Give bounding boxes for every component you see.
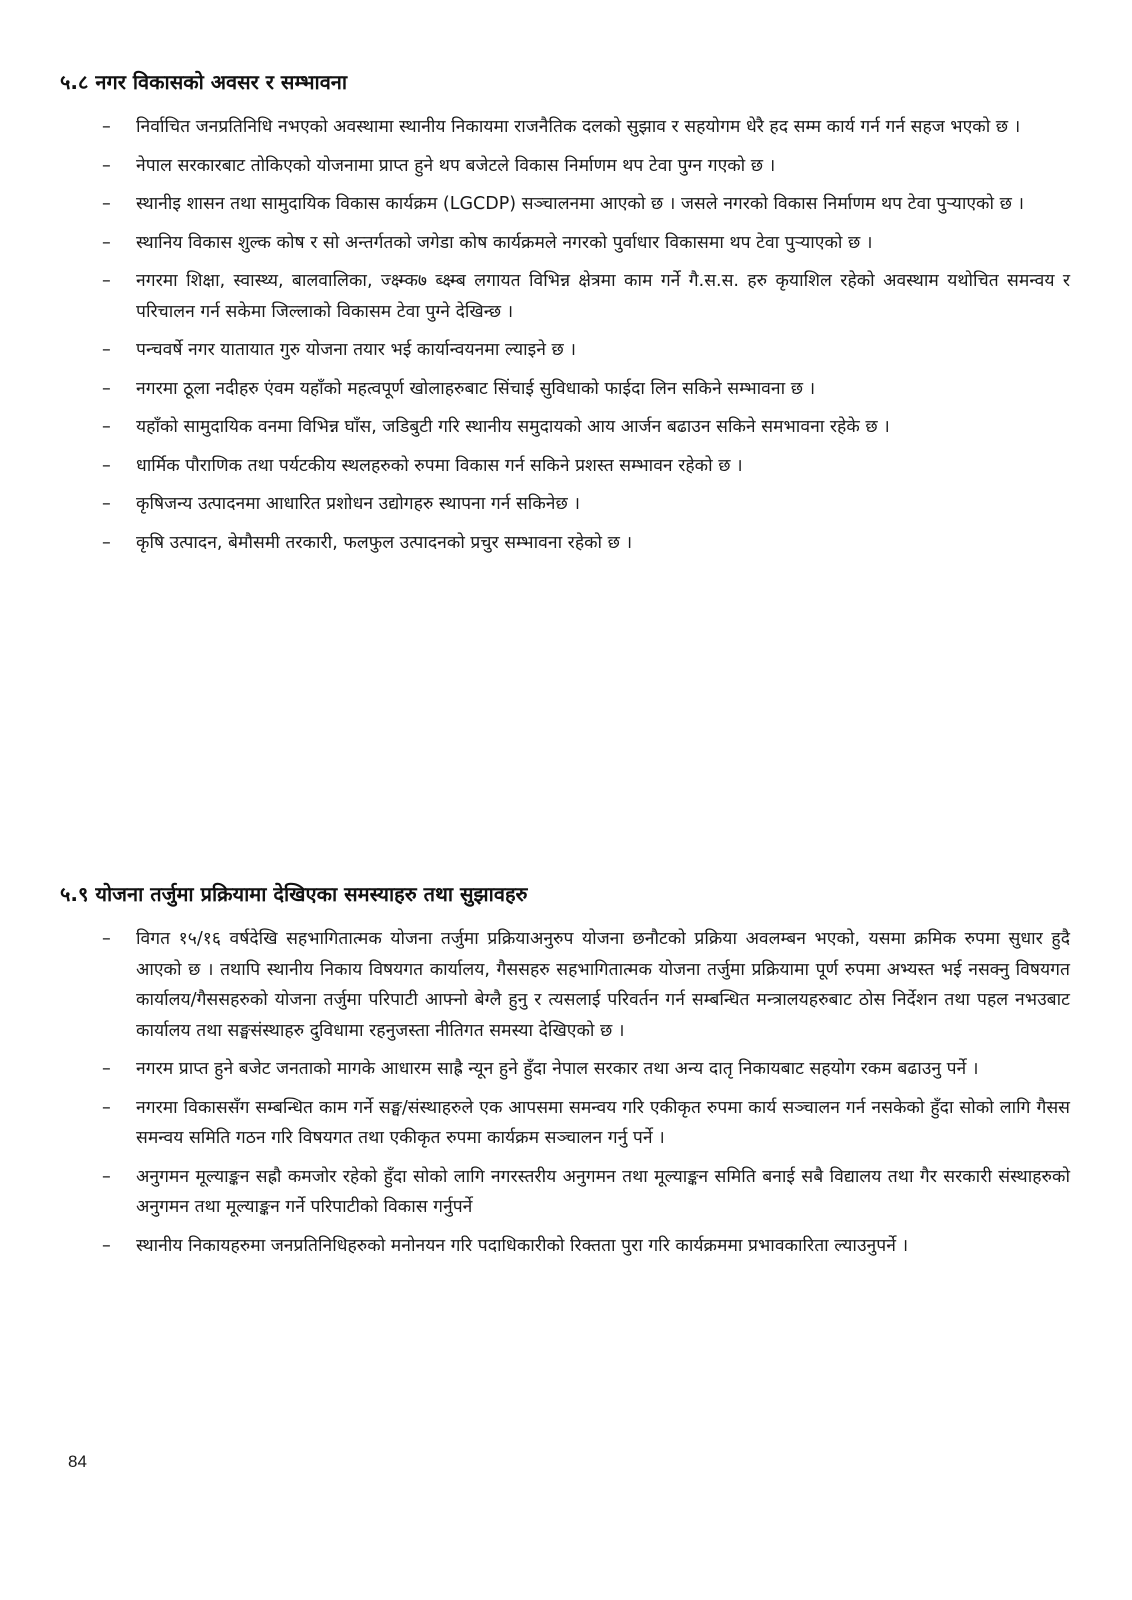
list-item-text: नगरम प्राप्त हुने बजेट जनताको मागके आधारम साह्रै न्यून हुने हुँदा नेपाल सरकार तथा अन्य दातृ निकायबाट सहयोग रकम बढाउनु पर्ने ।	[136, 1059, 979, 1079]
list-item	[60, 266, 1070, 327]
list-item	[60, 924, 1070, 1046]
dash-bullet: –	[102, 1166, 111, 1187]
section-heading: ५.८ नगर विकासको अवसर र सम्भावना	[60, 70, 348, 94]
dash-bullet: –	[102, 117, 111, 137]
section-urban-development-opportunities	[60, 66, 1070, 566]
dash-bullet: –	[102, 929, 111, 949]
list-item-text: धार्मिक पौराणिक तथा पर्यटकीय स्थलहरुको रुपमा विकास गर्न सकिने प्रशस्त सम्भावन रहेको छ ।	[136, 455, 743, 476]
list-item	[60, 374, 1070, 405]
dash-bullet: –	[102, 417, 111, 437]
page-number: 84	[68, 1452, 87, 1471]
section-heading: ५.९ योजना तर्जुमा प्रक्रियामा देखिएका समस्याहरु तथा सुझावहरु	[60, 882, 528, 906]
list-item	[60, 189, 1070, 220]
list-item	[60, 228, 1070, 259]
list-item	[60, 451, 1070, 482]
list-item-text: विगत १५/१६ वर्षदेखि सहभागितात्मक योजना तर्जुमा प्रक्रियाअनुरुप योजना छनौटको प्रक्रिया अवलम्बन भएको, यसमा क्रमिक रुपमा सुधार हुदै आएको छ । तथापि स्थानीय निकाय विषयगत कार्यालय, गैससहरु सहभागितात्मक योजना तर्जुमा प्रक्रियामा पूर्ण रुपमा अभ्यस्त भई नसक्नु विषयगत कार्यालय/गैससहरुको योजना तर्जुमा परिपाटी आफ्नो बेग्लै हुनु र त्यसलाई परिवर्तन गर्न सम्बन्धित मन्त्रालयहरुबाट ठोस निर्देशन तथा पहल नभउबाट कार्यालय तथा सङ्घसंस्थाहरु दुविधामा रहनुजस्ता नीतिगत समस्या देखिएको छ ।	[136, 929, 1070, 1041]
list-item-text: नगरमा विकाससँग सम्बन्धित काम गर्ने सङ्घ/संस्थाहरुले एक आपसमा समन्वय गरि एकीकृत रुपमा कार्य सञ्चालन गर्न नसकेको हुँदा सोको लागि गैसस समन्वय समिति गठन गरि विषयगत तथा एकीकृत रुपमा कार्यक्रम सञ्चालन गर्नु पर्ने ।	[136, 1097, 1070, 1148]
dash-bullet: –	[102, 1097, 111, 1118]
dash-bullet: –	[102, 455, 111, 476]
list-item-text: कृषिजन्य उत्पादनमा आधारित प्रशोधन उद्योगहरु स्थापना गर्न सकिनेछ ।	[136, 494, 580, 514]
list-item-text: कृषि उत्पादन, बेमौसमी तरकारी, फलफुल उत्पादनको प्रचुर सम्भावना रहेको छ ।	[136, 532, 633, 553]
dash-bullet: –	[102, 1059, 111, 1079]
list-item-text: नगरमा शिक्षा, स्वास्थ्य, बालवालिका, ज्क्ष्म्क७ ब्क्ष्म्ब लगायत विभिन्न क्षेत्रमा काम गर्ने गै.स.स. हरु कृयाशिल रहेको अवस्थाम यथोचित समन्वय र परिचालन गर्न सकेमा जिल्लाको विकासम टेवा पुग्ने देखिन्छ ।	[136, 271, 1070, 322]
list-item	[60, 489, 1070, 520]
dash-bullet: –	[102, 532, 111, 553]
dash-bullet: –	[102, 494, 111, 514]
dash-bullet: –	[102, 378, 111, 399]
list-item	[60, 1054, 1070, 1085]
dash-bullet: –	[102, 1235, 111, 1256]
list-item-text: स्थानीइ शासन तथा सामुदायिक विकास कार्यक्रम (LGCDP) सञ्चालनमा आएको छ । जसले नगरको विकास निर्माणम थप टेवा पुऱ्याएको छ ।	[136, 194, 1025, 214]
section-planning-problems-suggestions	[60, 878, 1070, 1269]
list-item	[60, 528, 1070, 559]
dash-bullet: –	[102, 155, 111, 176]
bullet-list	[60, 924, 1070, 1261]
list-item	[60, 1231, 1070, 1262]
list-item	[60, 1162, 1070, 1223]
list-item-text: नगरमा ठूला नदीहरु एंवम यहाँको महत्वपूर्ण खोलाहरुबाट सिंचाई सुविधाको फाईदा लिन सकिने सम्भावना छ ।	[136, 378, 816, 399]
dash-bullet: –	[102, 232, 111, 253]
list-item-text: अनुगमन मूल्याङ्कन सह्रौ कमजोर रहेको हुँदा सोको लागि नगरस्तरीय अनुगमन तथा मूल्याङ्कन समिति बनाई सबै विद्यालय तथा गैर सरकारी संस्थाहरुको अनुगमन तथा मूल्याङ्कन गर्ने परिपाटीको विकास गर्नुपर्ने	[136, 1166, 1070, 1217]
dash-bullet: –	[102, 340, 111, 360]
list-item-text: पन्चवर्षे नगर यातायात गुरु योजना तयार भई कार्यान्वयनमा ल्याइने छ ।	[136, 340, 576, 360]
list-item	[60, 112, 1070, 143]
dash-bullet: –	[102, 271, 111, 291]
list-item	[60, 335, 1070, 366]
dash-bullet: –	[102, 194, 111, 214]
bullet-list	[60, 112, 1070, 558]
list-item-text: यहाँको सामुदायिक वनमा विभिन्न घाँस, जडिबुटी गरि स्थानीय समुदायको आय आर्जन बढाउन सकिने समभावना रहेके छ ।	[136, 417, 890, 437]
list-item-text: नेपाल सरकारबाट तोकिएको योजनामा प्राप्त हुने थप बजेटले विकास निर्माणम थप टेवा पुग्न गएको छ ।	[136, 155, 776, 176]
list-item	[60, 1093, 1070, 1154]
list-item-text: निर्वाचित जनप्रतिनिधि नभएको अवस्थामा स्थानीय निकायमा राजनैतिक दलको सुझाव र सहयोगम धेरै हद सम्म कार्य गर्न गर्न सहज भएको छ ।	[136, 117, 1021, 137]
list-item	[60, 412, 1070, 443]
list-item-text: स्थानीय निकायहरुमा जनप्रतिनिधिहरुको मनोनयन गरि पदाधिकारीको रिक्तता पुरा गरि कार्यक्रममा प्रभावकारिता ल्याउनुपर्ने ।	[136, 1235, 909, 1256]
list-item	[60, 151, 1070, 182]
list-item-text: स्थानिय विकास शुल्क कोष र सो अन्तर्गतको जगेडा कोष कार्यक्रमले नगरको पुर्वाधार विकासमा थप टेवा पुऱ्याएको छ ।	[136, 232, 873, 253]
